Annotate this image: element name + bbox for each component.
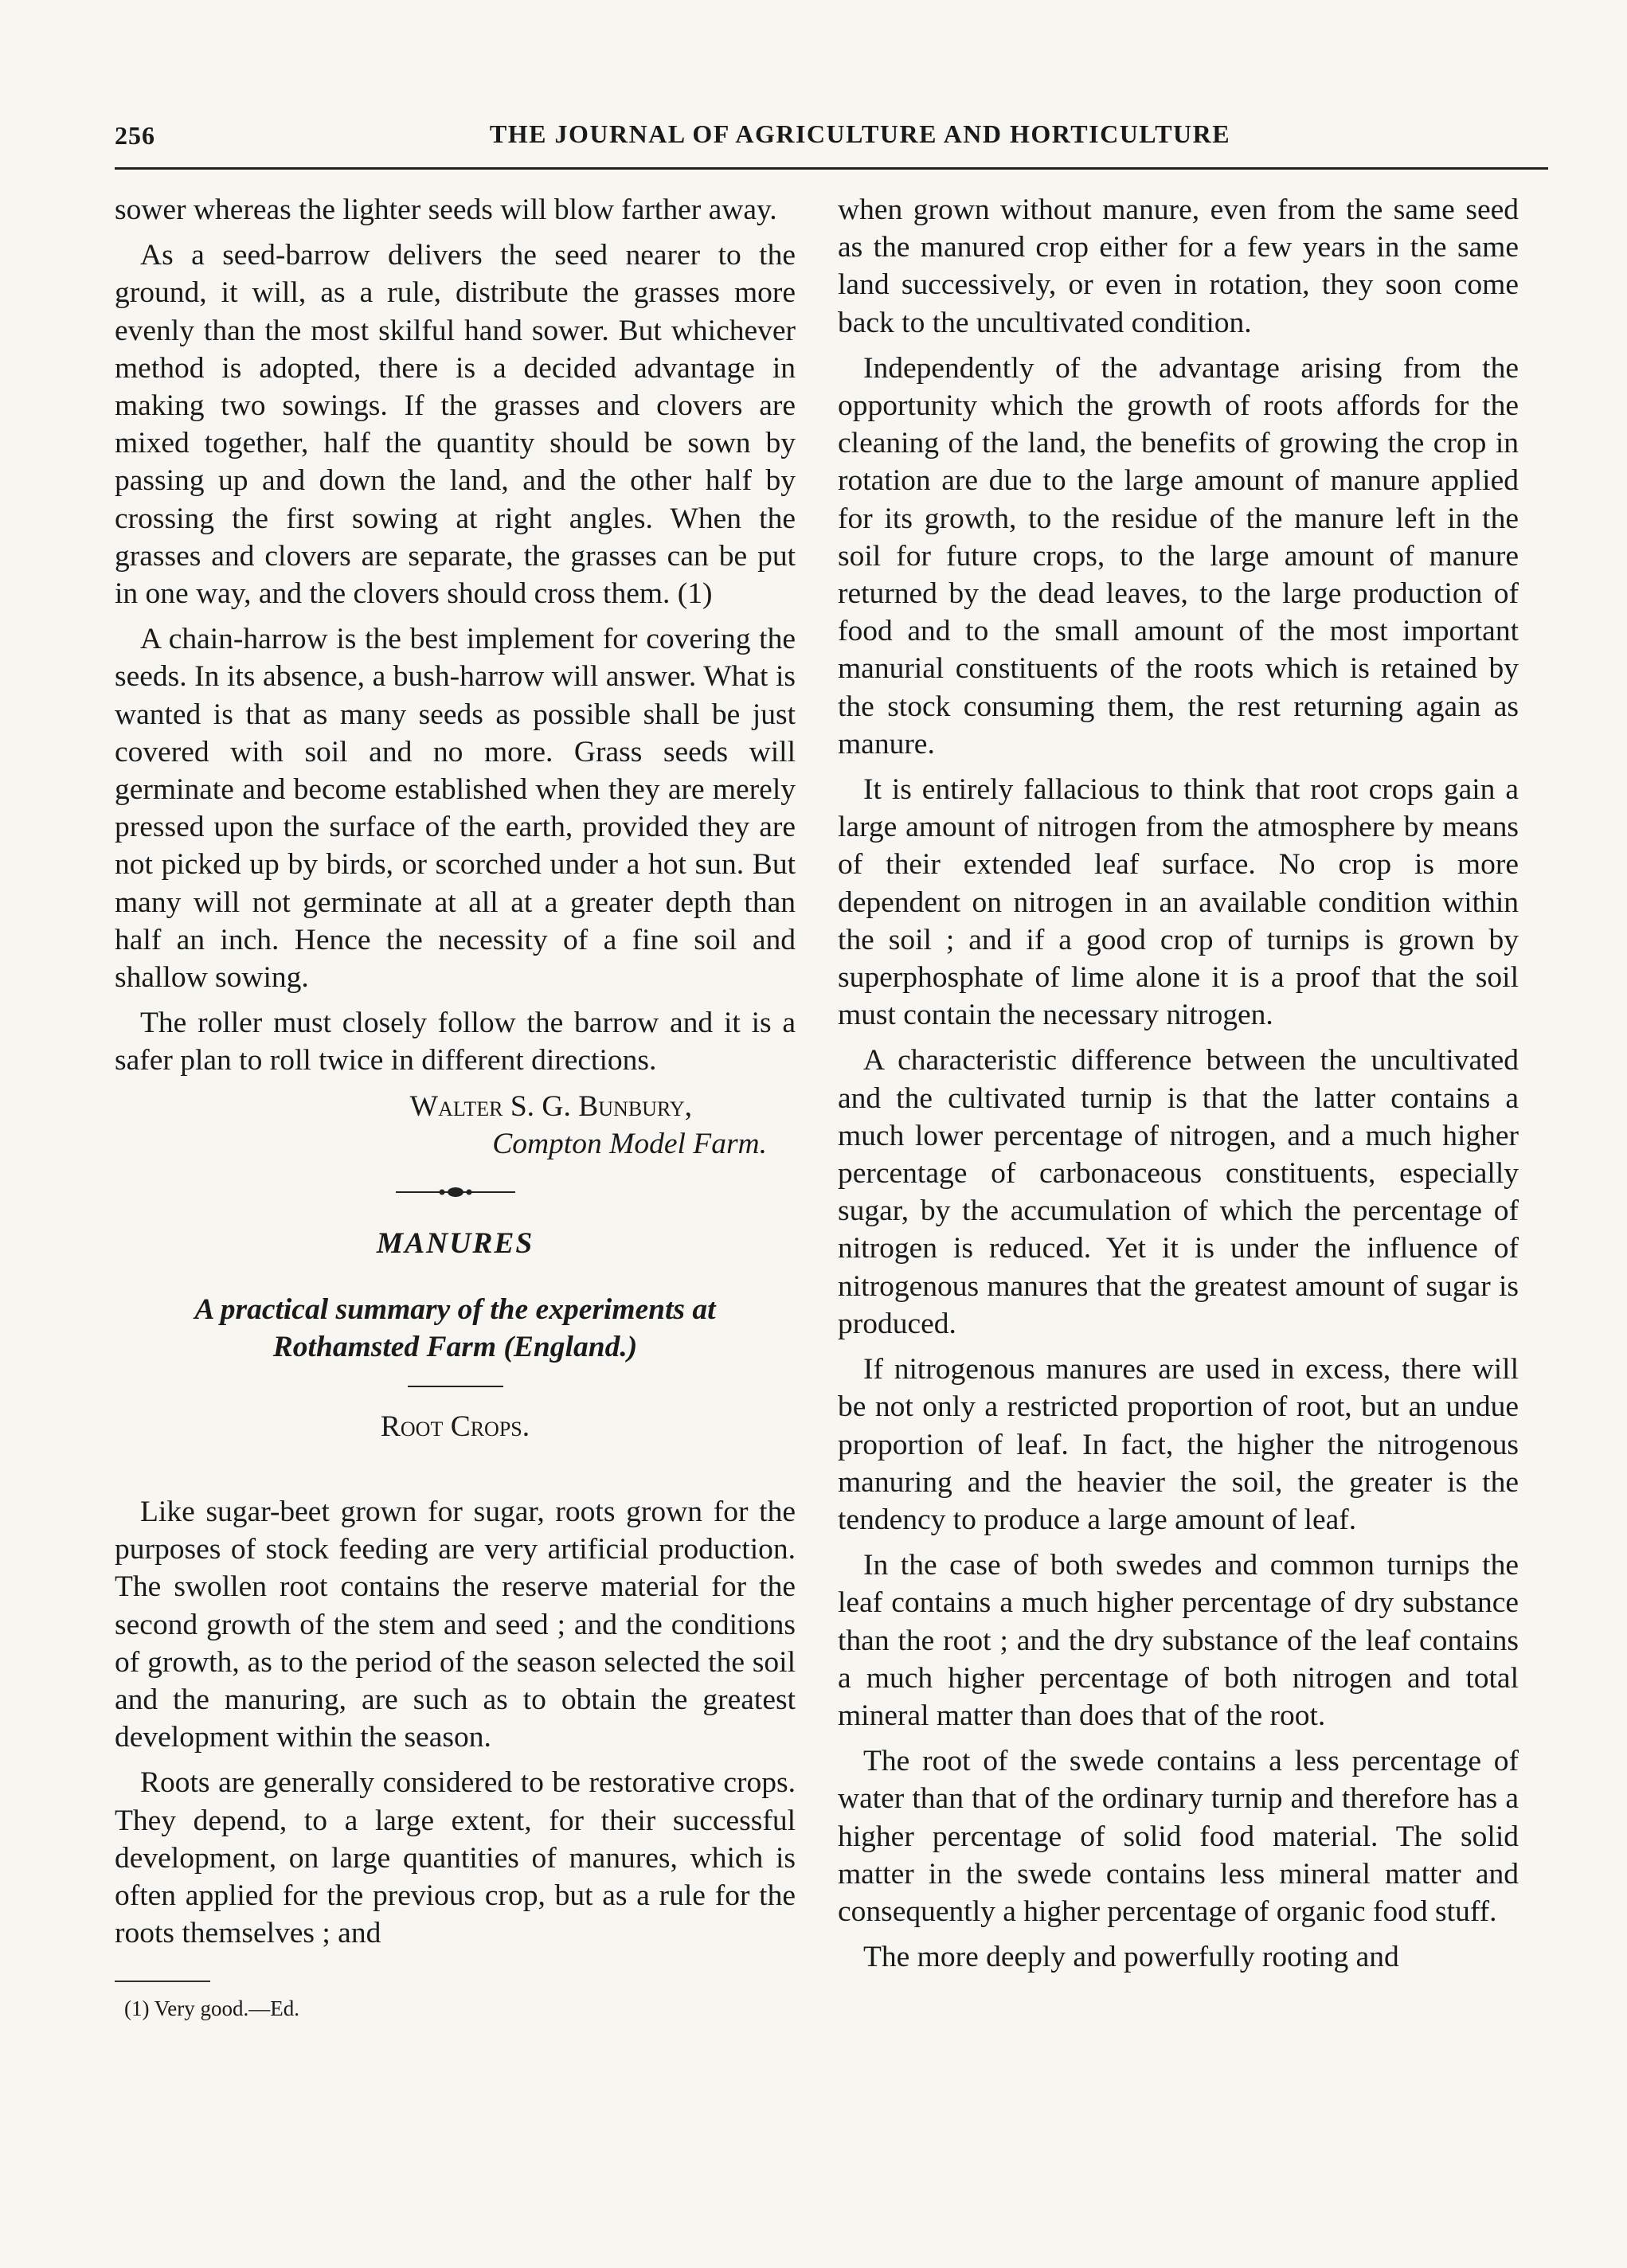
short-rule <box>408 1386 503 1387</box>
body-paragraph: The root of the swede contains a less percentage of water than that of the ordinary turnip and therefore has a higher percentage of solid food material. The solid matter in the swede contains less mineral matter and consequently a higher percentage of organic food stuff. <box>838 1745 1519 1928</box>
body-paragraph: If nitrogenous manures are used in excess, there will be not only a restricted proportion of root, but an undue proportion of leaf. In fact, the higher the nitrogenous manuring and the heavier the soil, the greater is the tendency to produce a large amount of leaf. <box>838 1353 1519 1536</box>
right-column <box>838 191 1519 1984</box>
body-paragraph: sower whereas the lighter seeds will blow farther away. <box>115 194 777 226</box>
left-column <box>115 191 796 2022</box>
ornament-divider <box>115 1187 796 1198</box>
body-paragraph: A chain-harrow is the best implement for covering the seeds. In its absence, a bush-harrow will answer. What is wanted is that as many seeds as possible shall be just covered with soil and no more. Grass seeds will germinate and become established when they are merely pressed upon the surface of the earth, provided they are not picked up by birds, or scorched under a hot sun. But many will not germinate at all at a greater depth than half an inch. Hence the necessity of a fine soil and shallow sowing. <box>115 623 796 995</box>
footnote-rule <box>115 1981 210 1982</box>
body-paragraph: The roller must closely follow the barrow and it is a safer plan to roll twice in different directions. <box>115 1007 796 1077</box>
body-paragraph: As a seed-barrow delivers the seed nearer to the ground, it will, as a rule, distribute the grasses more evenly than the most skilful hand sower. But whichever method is adopted, there is a decided advantage in making two sowings. If the grasses and clovers are mixed together, half the quantity should be sown by passing up and down the land, and the other half by crossing the first sowing at right angles. When the grasses and clovers are separate, the grasses can be put in one way, and the clovers should cross them. (1) <box>115 239 796 611</box>
body-paragraph: when grown without manure, even from the same seed as the manured crop either for a few years in the same land successively, or even in rotation, they soon come back to the uncultivated condition. <box>838 194 1519 339</box>
signature-name: Walter S. G. Bunbury, <box>409 1089 692 1123</box>
section-title: MANURES <box>376 1227 534 1261</box>
body-paragraph: Roots are generally considered to be restorative crops. They depend, to a large extent, for their successful development, on large quantities of manures, which is often applied for the previous crop, but as a rule for the roots themselves ; and <box>115 1766 796 1950</box>
header-rule <box>115 167 1548 170</box>
running-head: THE JOURNAL OF AGRICULTURE AND HORTICULTURE <box>489 119 1231 148</box>
section-subtitle: A practical summary of the experiments at Rothamsted Farm (England.) <box>194 1293 716 1364</box>
body-paragraph: A characteristic difference between the uncultivated and the cultivated turnip is that the latter contains a much lower percentage of nitrogen, and a much higher percentage of carbonaceous constituents, especially sugar, by the accumulation of which the percentage of nitrogen is reduced. Yet it is under the influence of nitrogenous manures that the greatest amount of sugar is produced. <box>838 1044 1519 1340</box>
body-paragraph: In the case of both swedes and common turnips the leaf contains a much higher percentage of dry substance than the root ; and the dry substance of the leaf contains a much higher percentage of both nitrogen and total mineral matter than does that of the root. <box>838 1549 1519 1732</box>
body-paragraph: Like sugar-beet grown for sugar, roots grown for the purposes of stock feeding are very artificial production. The swollen root contains the reserve material for the second growth of the stem and seed ; and the conditions of growth, as to the period of the season selected the soil and the manuring, are such as to obtain the greatest development within the season. <box>115 1495 796 1754</box>
body-paragraph: Independently of the advantage arising from the opportunity which the growth of roots affords for the cleaning of the land, the benefits of growing the crop in rotation are due to the large amount of manure applied for its growth, to the residue of the manure left in the soil for future crops, to the large amount of manure returned by the dead leaves, to the large production of food and to the small amount of the most important manurial constituents of the roots which is retained by the stock consuming them, the rest returning again as manure. <box>838 351 1519 761</box>
signature-place: Compton Model Farm. <box>492 1127 767 1160</box>
body-paragraph: It is entirely fallacious to think that root crops gain a large amount of nitrogen from the atmosphere by means of their extended leaf surface. No crop is more dependent on nitrogen in an available condition within the soil ; and if a good crop of turnips is grown by superphosphate of lime alone it is a proof that the soil must contain the necessary nitrogen. <box>838 773 1519 1032</box>
subheading: Root Crops. <box>380 1410 530 1443</box>
body-paragraph: The more deeply and powerfully rooting and <box>863 1941 1399 1974</box>
footnote: (1) Very good.—Ed. <box>124 1996 299 2021</box>
page-number: 256 <box>115 121 155 150</box>
